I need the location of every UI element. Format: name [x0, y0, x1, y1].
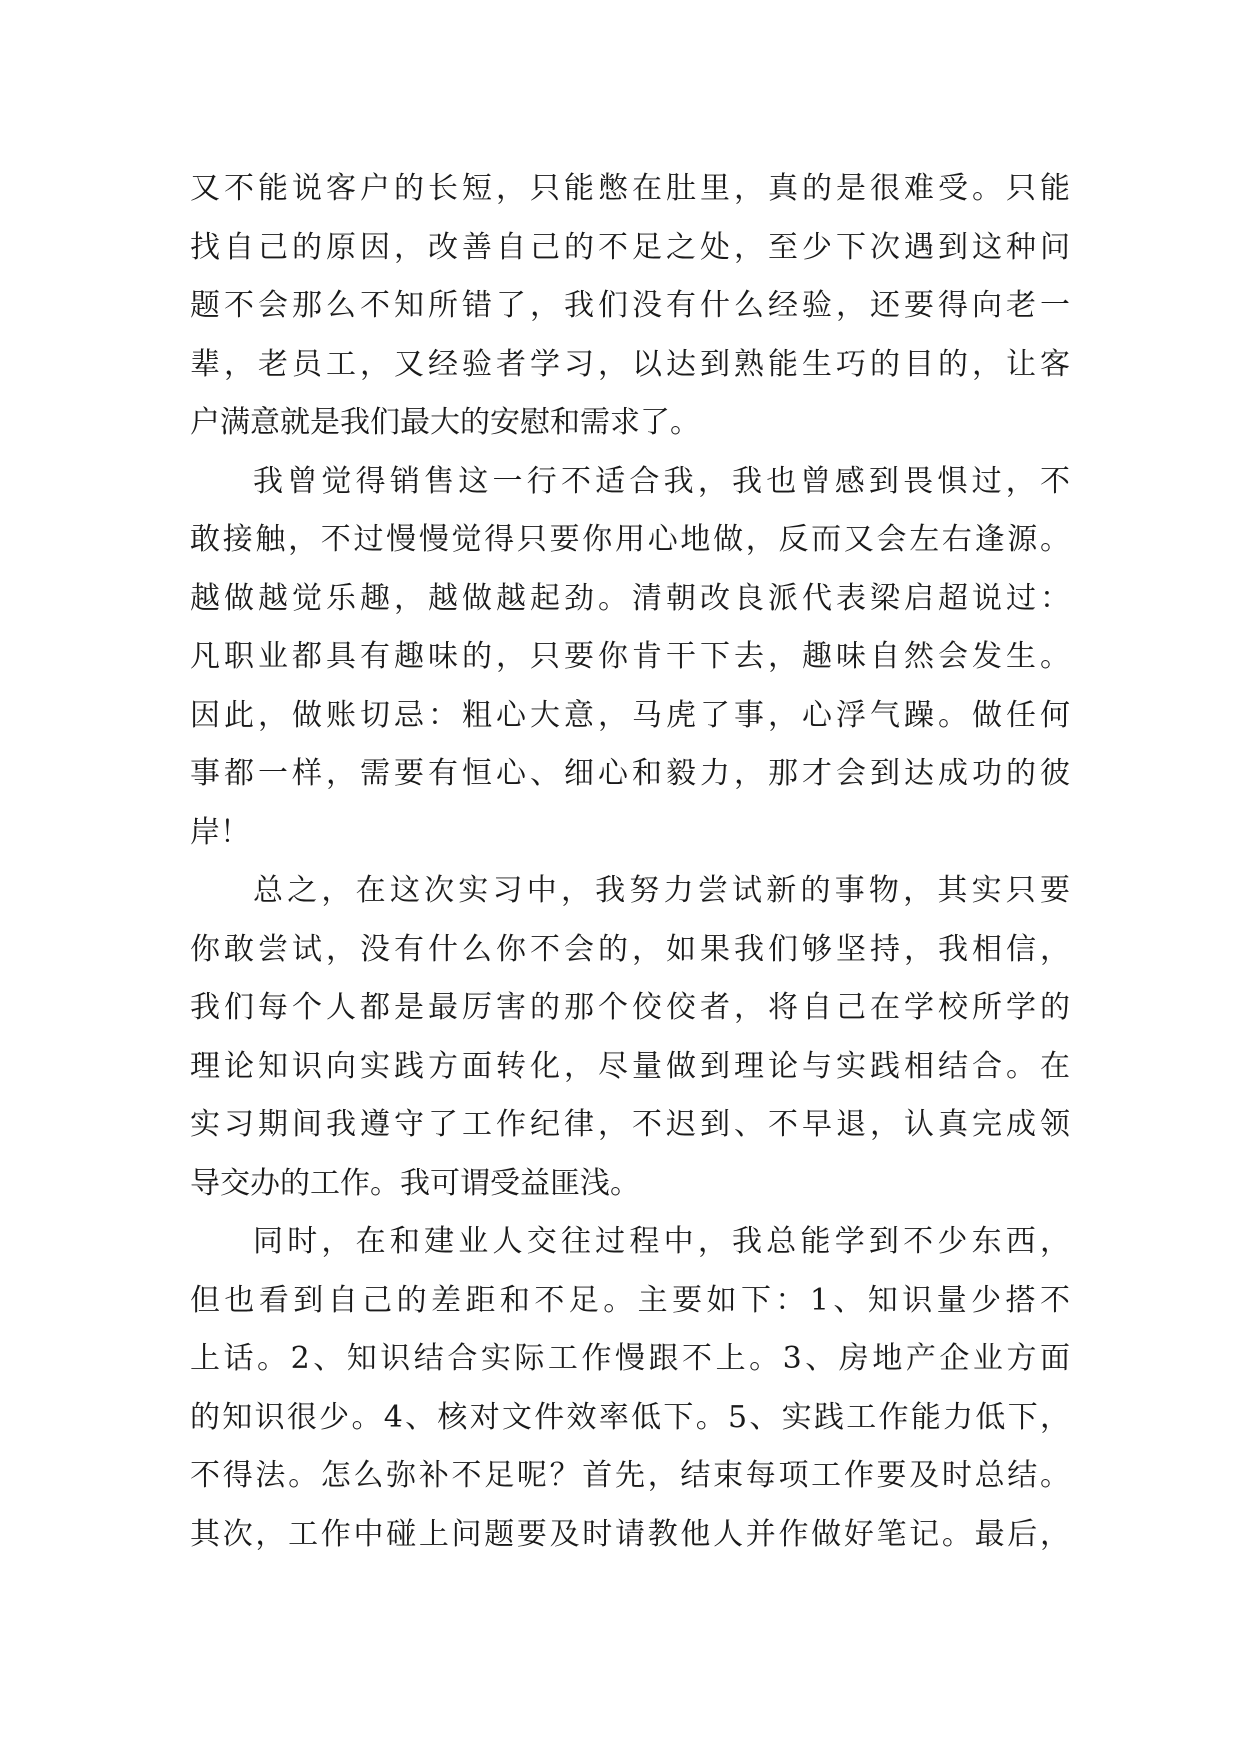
text-line: 其次，工作中碰上问题要及时请教他人并作做好笔记。最后， [190, 1516, 1070, 1552]
paragraph-4 [190, 1213, 1070, 1564]
text-line: 越做越觉乐趣，越做越起劲。清朝改良派代表梁启超说过： [190, 580, 1070, 616]
text-line: 不得法。怎么弥补不足呢？首先，结束每项工作要及时总结。 [190, 1458, 1070, 1493]
paragraph-2 [190, 453, 1070, 863]
text-line: 又不能说客户的长短，只能憋在肚里，真的是很难受。只能 [190, 171, 1070, 206]
text-line: 我曾觉得销售这一行不适合我，我也曾感到畏惧过，不 [253, 463, 1070, 499]
text-line: 敢接触，不过慢慢觉得只要你用心地做，反而又会左右逢源。 [190, 522, 1070, 557]
text-line: 事都一样，需要有恒心、细心和毅力，那才会到达成功的彼 [190, 756, 1070, 791]
text-line: 辈，老员工，又经验者学习，以达到熟能生巧的目的，让客 [190, 346, 1070, 382]
text-line: 题不会那么不知所错了，我们没有什么经验，还要得向老一 [190, 288, 1070, 323]
text-line: 的知识很少。4、核对文件效率低下。5、实践工作能力低下， [190, 1399, 1070, 1435]
document-body [190, 160, 1070, 1564]
text-line: 实习期间我遵守了工作纪律，不迟到、不早退，认真完成领 [190, 1107, 1070, 1142]
text-line: 你敢尝试，没有什么你不会的，如果我们够坚持，我相信， [190, 931, 1070, 967]
text-line: 找自己的原因，改善自己的不足之处，至少下次遇到这种问 [190, 229, 1070, 265]
text-line: 凡职业都具有趣味的，只要你肯干下去，趣味自然会发生。 [190, 639, 1070, 674]
text-line: 同时，在和建业人交往过程中，我总能学到不少东西， [253, 1224, 1070, 1259]
text-line: 导交办的工作。我可谓受益匪浅。 [190, 1165, 640, 1201]
text-line: 总之，在这次实习中，我努力尝试新的事物，其实只要 [253, 873, 1070, 908]
text-line: 岸！ [190, 814, 250, 850]
text-line: 理论知识向实践方面转化，尽量做到理论与实践相结合。在 [190, 1048, 1070, 1084]
text-line: 我们每个人都是最厉害的那个佼佼者，将自己在学校所学的 [190, 990, 1070, 1025]
text-line: 户满意就是我们最大的安慰和需求了。 [190, 405, 700, 440]
text-line: 但也看到自己的差距和不足。主要如下：1、知识量少搭不 [190, 1282, 1070, 1318]
paragraph-1 [190, 160, 1070, 453]
text-line: 上话。2、知识结合实际工作慢跟不上。3、房地产企业方面 [190, 1341, 1070, 1376]
text-line: 因此，做账切忌：粗心大意，马虎了事，心浮气躁。做任何 [190, 697, 1070, 733]
paragraph-3 [190, 862, 1070, 1213]
